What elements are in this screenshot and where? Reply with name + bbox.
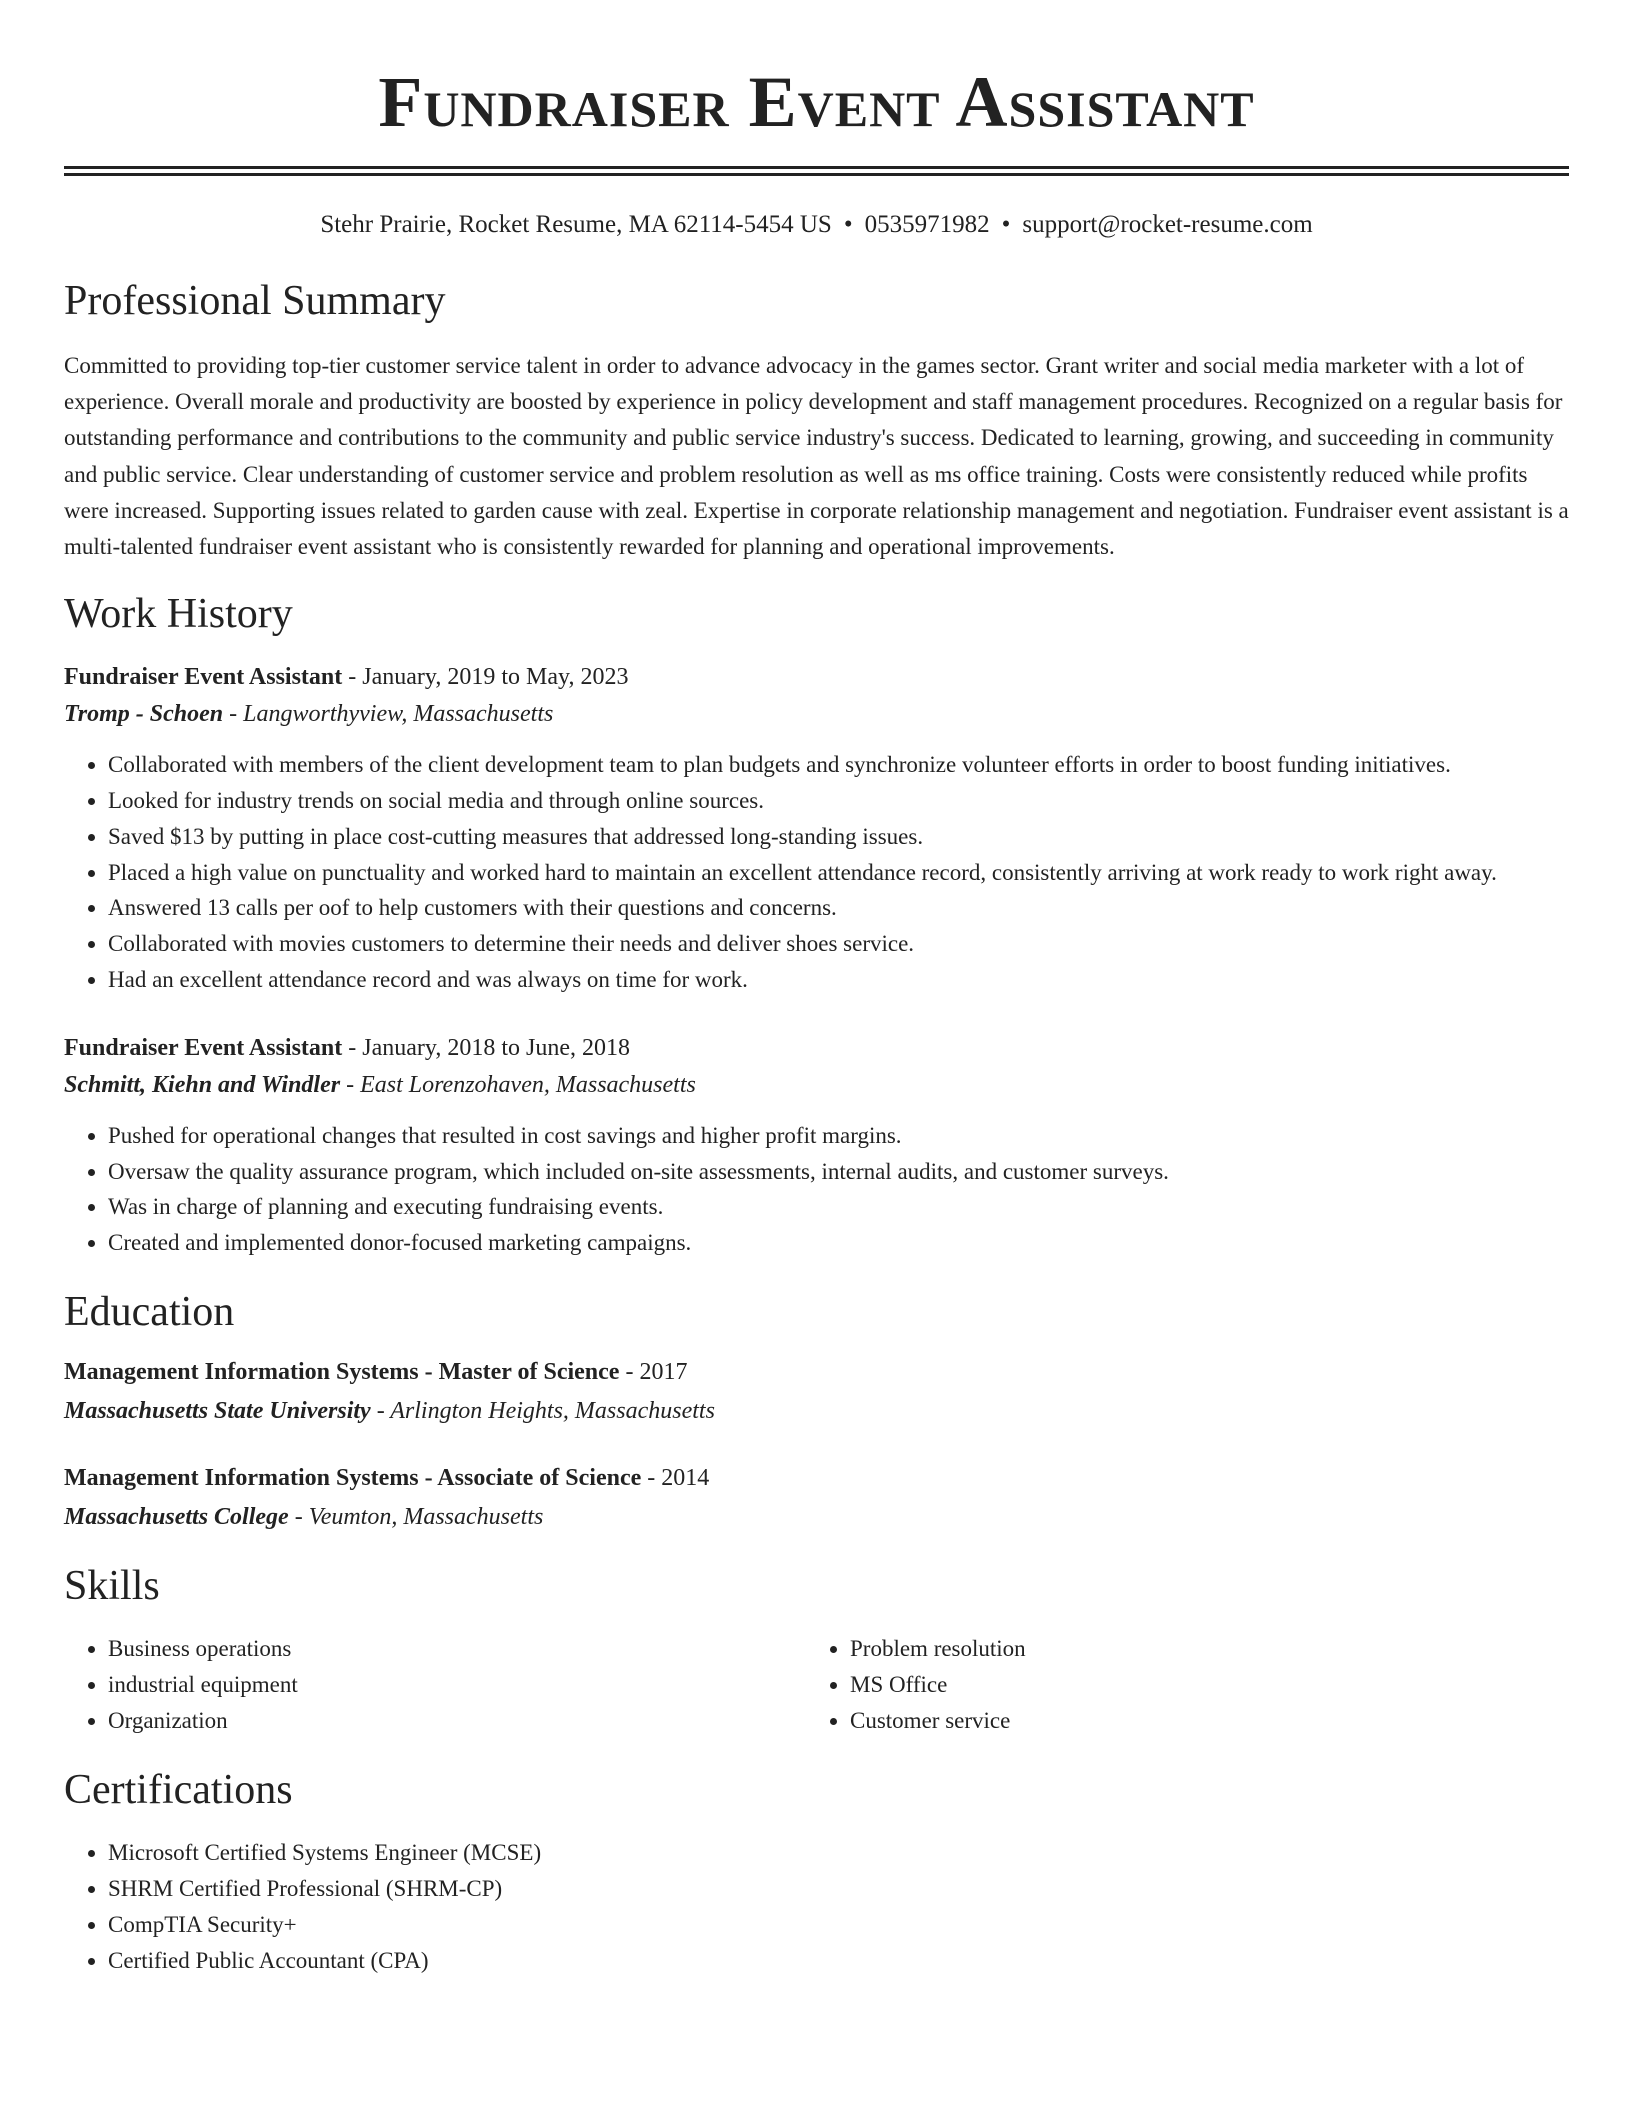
- header-double-rule: [64, 166, 1569, 176]
- skill-item: • Customer service: [850, 1703, 1548, 1739]
- job-bullet: • Oversaw the quality assurance program, which included on-site assessments, internal audits, and customer surveys.: [108, 1154, 1569, 1190]
- job-bullet: • Answered 13 calls per oof to help customers with their questions and concerns.: [108, 890, 1569, 926]
- section-heading-summary: Professional Summary: [64, 278, 446, 324]
- degree-year: 2017: [639, 1358, 688, 1385]
- certification-item: • SHRM Certified Professional (SHRM-CP): [108, 1871, 1569, 1907]
- section-heading-certifications: Certifications: [64, 1766, 293, 1813]
- school-name: Massachusetts State University: [64, 1397, 371, 1424]
- job-title-line: Fundraiser Event Assistant - January, 2019 to May, 2023: [64, 664, 629, 691]
- school-name: Massachusetts College: [64, 1503, 289, 1530]
- employer-name: Schmitt, Kiehn and Windler: [64, 1071, 341, 1098]
- section-heading-work-history: Work History: [64, 591, 293, 638]
- education-entry: [64, 1459, 1569, 1537]
- candidate-name: Fundraiser Event Assistant: [378, 62, 1255, 142]
- school-location: Veumton, Massachusetts: [308, 1503, 544, 1530]
- employer-line: Schmitt, Kiehn and Windler - East Lorenzohaven, Massachusetts: [64, 1071, 696, 1098]
- contact-separator: •: [1001, 211, 1011, 238]
- skill-item: • industrial equipment: [108, 1667, 806, 1703]
- summary-text: Committed to providing top-tier customer service talent in order to advance advocacy in the games sector. Grant writer and social media marketer with a lot of experience. Overall morale and productivity are boosted by experience in policy development and staff management procedures. Recognized on a regular basis for outstanding performance and contributions to the community and public service industry's success. Dedicated to learning, growing, and succeeding in community and public service. Clear understanding of customer service and problem resolution as well as ms office training. Costs were consistently reduced while profits were increased. Supporting issues related to garden cause with zeal. Expertise in corporate relationship management and negotiation. Fundraiser event assistant is a multi-talented fundraiser event assistant who is consistently rewarded for planning and operational improvements.: [64, 353, 1569, 560]
- certifications-list: [64, 1835, 1569, 1979]
- job-bullet: • Collaborated with movies customers to determine their needs and deliver shoes service.: [108, 926, 1569, 962]
- job-title-line: Fundraiser Event Assistant - January, 2018 to June, 2018: [64, 1034, 631, 1061]
- skills-list-right: [806, 1631, 1548, 1739]
- employer-location: East Lorenzohaven, Massachusetts: [360, 1071, 696, 1098]
- job-title: Fundraiser Event Assistant: [64, 1034, 343, 1061]
- contact-email: support@rocket-resume.com: [1022, 211, 1313, 238]
- degree-name: Management Information Systems - Associate of Science: [64, 1464, 642, 1491]
- contact-line: [64, 210, 1569, 240]
- education-entry: [64, 1353, 1569, 1431]
- contact-separator: •: [843, 211, 853, 238]
- school-line: Massachusetts State University - Arlington Heights, Massachusetts: [64, 1397, 715, 1424]
- job-bullet: • Placed a high value on punctuality and worked hard to maintain an excellent attendance record, consistently arriving at work ready to work right away.: [108, 855, 1569, 891]
- degree-name: Management Information Systems - Master of Science: [64, 1358, 620, 1385]
- degree-line: Management Information Systems - Associate of Science - 2014: [64, 1464, 710, 1491]
- employer-location: Langworthyview, Massachusetts: [243, 701, 554, 728]
- degree-year: 2014: [661, 1464, 710, 1491]
- job-entry: [64, 1030, 1569, 1261]
- resume-page: [64, 0, 1569, 1979]
- contact-phone: 0535971982: [864, 211, 990, 238]
- contact-address: Stehr Prairie, Rocket Resume, MA 62114-5454 US: [320, 211, 832, 238]
- certification-item: • CompTIA Security+: [108, 1907, 1569, 1943]
- job-bullet: • Was in charge of planning and executing fundraising events.: [108, 1189, 1569, 1225]
- certification-item: • Certified Public Accountant (CPA): [108, 1943, 1569, 1979]
- job-entry: [64, 659, 1569, 998]
- skill-item: • Organization: [108, 1703, 806, 1739]
- employer-line: Tromp - Schoen - Langworthyview, Massachusetts: [64, 701, 554, 728]
- school-location: Arlington Heights, Massachusetts: [390, 1397, 715, 1424]
- section-heading-education: Education: [64, 1288, 235, 1335]
- skill-item: • Business operations: [108, 1631, 806, 1667]
- job-bullet: • Looked for industry trends on social media and through online sources.: [108, 783, 1569, 819]
- job-bullets: [64, 747, 1569, 998]
- job-bullet: • Saved $13 by putting in place cost-cutting measures that addressed long-standing issues.: [108, 819, 1569, 855]
- job-bullet: • Created and implemented donor-focused marketing campaigns.: [108, 1225, 1569, 1261]
- certification-item: • Microsoft Certified Systems Engineer (MCSE): [108, 1835, 1569, 1871]
- school-line: Massachusetts College - Veumton, Massachusetts: [64, 1503, 544, 1530]
- job-bullets: [64, 1118, 1569, 1261]
- job-bullet: • Pushed for operational changes that resulted in cost savings and higher profit margins.: [108, 1118, 1569, 1154]
- skills-columns: [64, 1631, 1569, 1739]
- employer-name: Tromp - Schoen: [64, 701, 224, 728]
- job-bullet: • Had an excellent attendance record and was always on time for work.: [108, 962, 1569, 998]
- degree-line: Management Information Systems - Master of Science - 2017: [64, 1358, 688, 1385]
- job-dates: January, 2019 to May, 2023: [362, 664, 629, 691]
- job-title: Fundraiser Event Assistant: [64, 664, 343, 691]
- skill-item: • MS Office: [850, 1667, 1548, 1703]
- job-dates: January, 2018 to June, 2018: [362, 1034, 631, 1061]
- section-heading-skills: Skills: [64, 1562, 160, 1609]
- job-bullet: • Collaborated with members of the client development team to plan budgets and synchronize volunteer efforts in order to boost funding initiatives.: [108, 747, 1569, 783]
- skill-item: • Problem resolution: [850, 1631, 1548, 1667]
- skills-list-left: [64, 1631, 806, 1739]
